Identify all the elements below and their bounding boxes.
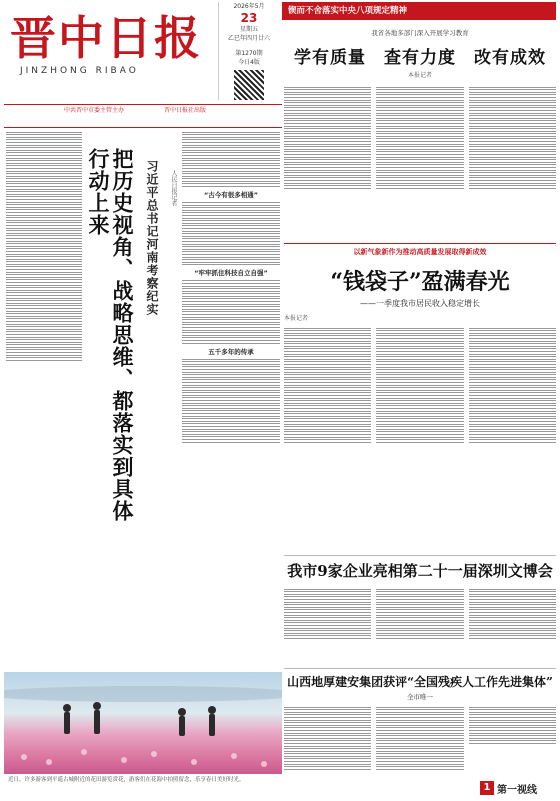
edu-text-col-3 (469, 85, 556, 190)
money-text-col-3 (469, 326, 556, 444)
edu-text-col-1 (284, 85, 371, 190)
tourists-illustration (4, 672, 282, 774)
issue-day: 23 (240, 11, 258, 25)
money-byline: 本报记者 (284, 315, 309, 322)
lead-text-col-right (182, 130, 280, 444)
lead-section-c: 五千多年的传承 (208, 347, 254, 356)
disabled-title: 山西地厚建安集团获评“全国残疾人工作先进集体” (287, 675, 553, 689)
hk-text-col-2 (376, 587, 463, 640)
disabled-text-col-3 (469, 705, 556, 771)
issue-year: 2026年5月 (233, 3, 265, 10)
hk-title: 我市9家企业亮相第二十一届深圳文博会 (287, 562, 553, 580)
money-divider (284, 243, 556, 244)
lead-article (4, 130, 282, 672)
money-text-col-2 (376, 326, 463, 444)
masthead-pinyin: JINZHONG RIBAO (20, 66, 139, 76)
section-label (480, 779, 556, 797)
money-title: “钱袋子”盈满春光 (330, 269, 510, 295)
issue-date-box (218, 2, 279, 100)
money-text-col-1 (284, 326, 371, 444)
lead-subtitle: 习近平总书记河南考察纪实 (145, 160, 159, 316)
lead-section-b: “牢牢抓住科技自立自强” (194, 269, 268, 278)
money-article (284, 247, 556, 444)
edu-byline: 本报记者 (407, 72, 432, 79)
edu-kicker: 我省各地多部门深入开展学习教育 (371, 29, 469, 37)
issue-pages: 今日4版 (238, 59, 260, 66)
photo-caption: 近日，许多游客到平遥古城附近的花田游览赏花，游客们在花海中拍照留念，乐享春日美好时光。 (8, 777, 245, 783)
issue-lunar: 乙巳年四月廿六 (227, 35, 270, 42)
header-strip (4, 104, 282, 128)
lead-byline: 人民日报记者 (170, 170, 177, 206)
money-subtitle: ——一季度我市居民收入稳定增长 (360, 299, 480, 308)
top-banner: 锲而不舍落实中央八项规定精神 (282, 2, 556, 20)
issue-weekday: 星期五 (239, 26, 258, 33)
hk-text-col-1 (284, 587, 371, 640)
lead-headline: 把历史视角、战略思维、都落实到具体行动上来 (86, 148, 135, 522)
edu-title: 学有质量 查有力度 改有成效 (294, 48, 546, 68)
header-site: 晋中日报社出版 (164, 107, 207, 114)
edu-text-col-2 (376, 85, 463, 190)
hk-divider (284, 555, 556, 556)
edu-article (284, 28, 556, 190)
disabled-byline: 全市唯一 (407, 693, 433, 701)
disabled-text-col-1 (284, 705, 371, 771)
disabled-divider (284, 668, 556, 669)
page-number-badge: 1 (480, 781, 494, 795)
flower-field-photo (4, 672, 282, 774)
header-sponsor: 中共晋中市委主管主办 (64, 107, 125, 114)
hk-article (284, 560, 556, 640)
lead-text-col-left (6, 130, 82, 362)
lead-section-a: “古今有很多相通” (203, 191, 259, 200)
money-kicker: 以新气象新作为推动高质量发展取得新成效 (353, 248, 487, 256)
disabled-article (284, 673, 556, 771)
section-label-text: 第一视线 (497, 784, 537, 796)
disabled-text-col-2 (376, 705, 463, 771)
qr-code-icon (234, 70, 264, 100)
issue-number: 第1270期 (235, 50, 263, 57)
hk-text-col-3 (469, 587, 556, 640)
masthead-title: 晋中日报 (10, 11, 202, 65)
